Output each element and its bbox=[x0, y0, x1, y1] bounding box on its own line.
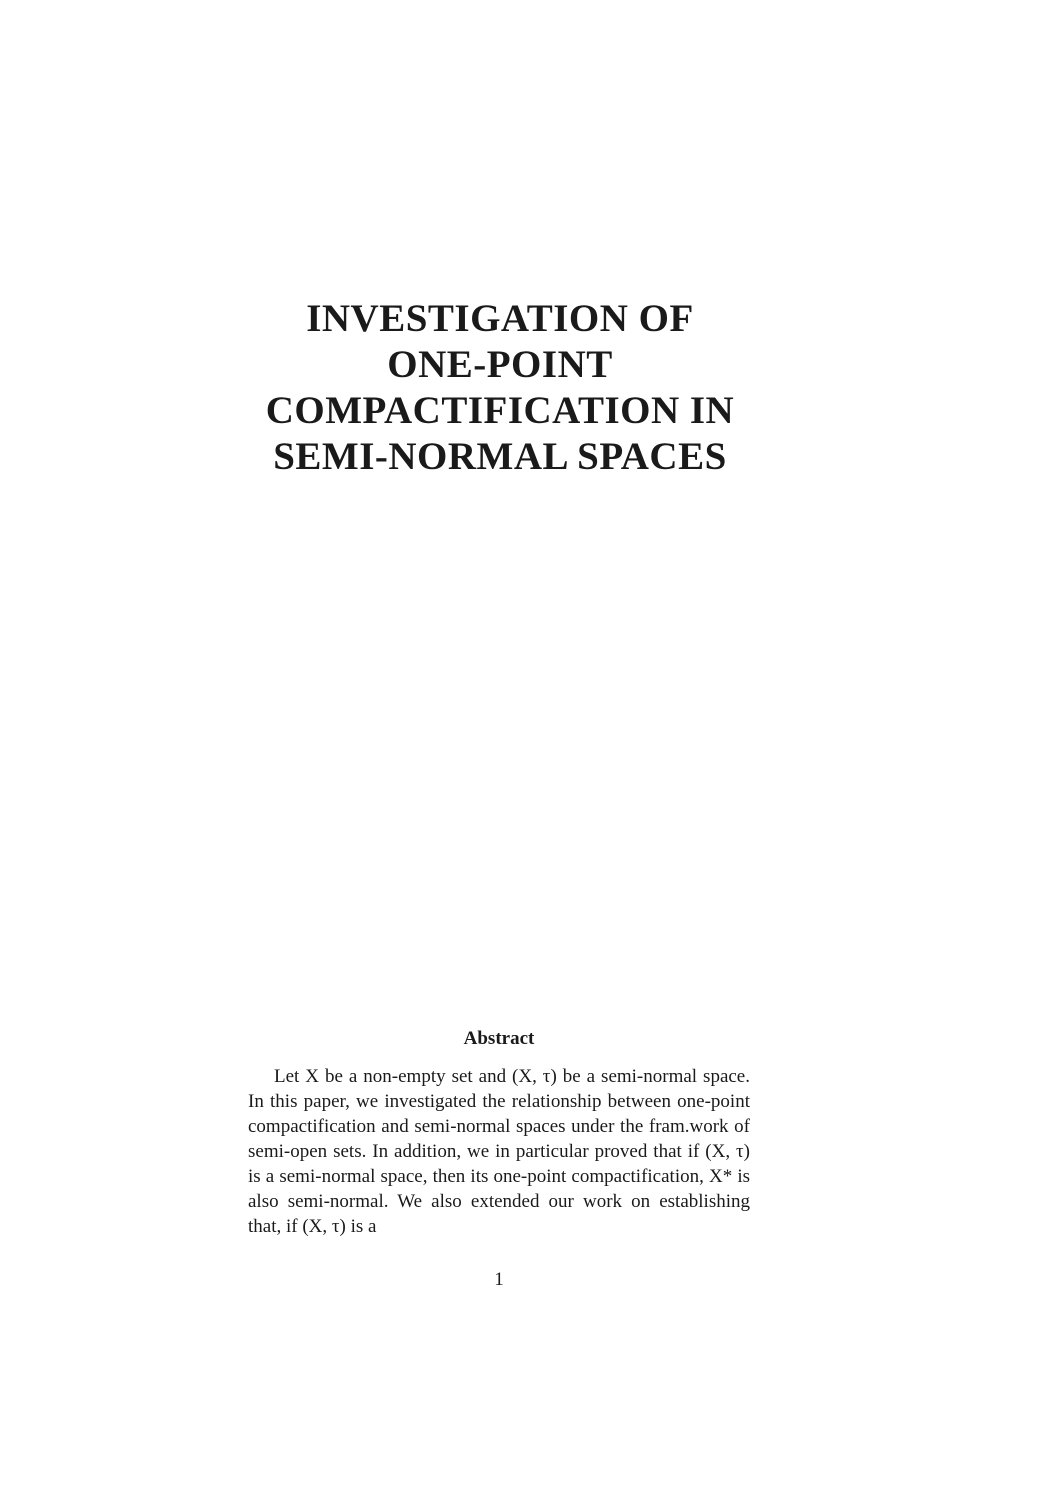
title-line-4: SEMI-NORMAL SPACES bbox=[273, 435, 727, 478]
page-number: 1 bbox=[494, 1269, 504, 1290]
title-line-1: INVESTIGATION OF bbox=[306, 297, 694, 340]
abstract-text: Let X be a non-empty set and (X, τ) be a semi-normal space. In this paper, we investigated the relationship between one-point compactification and semi-normal spaces under the fram.work of semi-open sets. In addition, we in particular proved that if (X, τ) is a semi-normal space, then its one-point compactification, X* is also semi-normal. We also extended our work on establishing that, if (X, τ) is a bbox=[248, 1066, 750, 1237]
paper-title bbox=[200, 296, 800, 480]
title-line-2: ONE-POINT bbox=[387, 343, 613, 386]
title-line-3: COMPACTIFICATION IN bbox=[265, 389, 735, 432]
abstract-heading: Abstract bbox=[463, 1028, 535, 1049]
